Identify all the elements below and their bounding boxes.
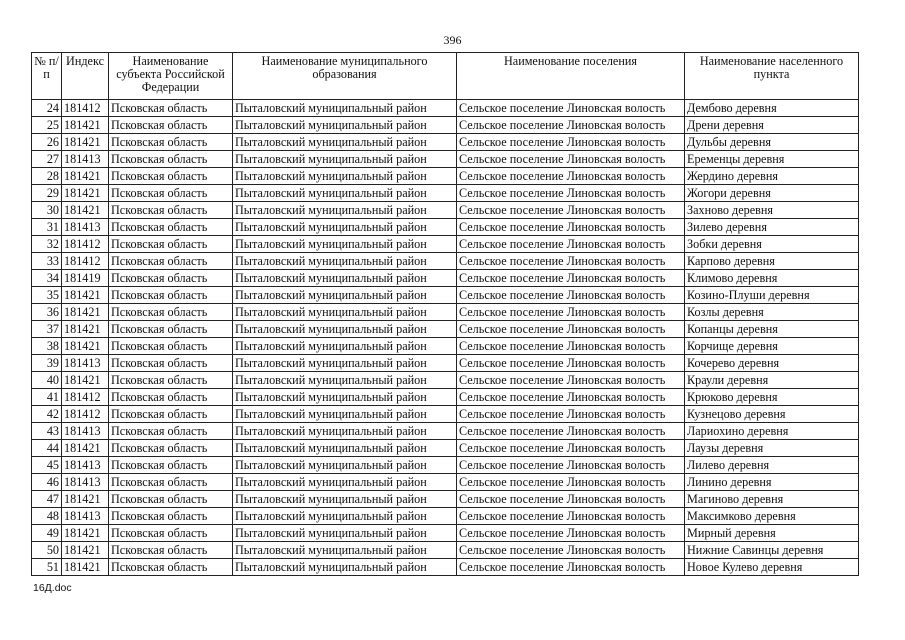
cell-num: 29 xyxy=(32,185,62,202)
table-row xyxy=(32,440,859,457)
cell-settlement: Сельское поселение Линовская волость xyxy=(457,372,685,389)
cell-settlement: Сельское поселение Линовская волость xyxy=(457,389,685,406)
table-row xyxy=(32,559,859,576)
table-row xyxy=(32,542,859,559)
cell-locality: Максимково деревня xyxy=(685,508,859,525)
table-row xyxy=(32,491,859,508)
cell-settlement: Сельское поселение Линовская волость xyxy=(457,559,685,576)
cell-locality: Лариохино деревня xyxy=(685,423,859,440)
cell-locality: Копанцы деревня xyxy=(685,321,859,338)
cell-locality: Козино-Плуши деревня xyxy=(685,287,859,304)
table-row xyxy=(32,287,859,304)
cell-index: 181421 xyxy=(62,338,109,355)
cell-subject: Псковская область xyxy=(109,236,233,253)
cell-num: 39 xyxy=(32,355,62,372)
cell-settlement: Сельское поселение Линовская волость xyxy=(457,542,685,559)
cell-locality: Корчище деревня xyxy=(685,338,859,355)
cell-municipality: Пыталовский муниципальный район xyxy=(233,270,457,287)
cell-num: 41 xyxy=(32,389,62,406)
cell-settlement: Сельское поселение Линовская волость xyxy=(457,219,685,236)
cell-settlement: Сельское поселение Линовская волость xyxy=(457,491,685,508)
cell-settlement: Сельское поселение Линовская волость xyxy=(457,474,685,491)
cell-locality: Дульбы деревня xyxy=(685,134,859,151)
cell-index: 181413 xyxy=(62,151,109,168)
cell-municipality: Пыталовский муниципальный район xyxy=(233,321,457,338)
cell-subject: Псковская область xyxy=(109,321,233,338)
table-row xyxy=(32,270,859,287)
table-row xyxy=(32,100,859,117)
table-row xyxy=(32,185,859,202)
cell-municipality: Пыталовский муниципальный район xyxy=(233,355,457,372)
cell-subject: Псковская область xyxy=(109,559,233,576)
cell-locality: Захново деревня xyxy=(685,202,859,219)
cell-locality: Зилево деревня xyxy=(685,219,859,236)
cell-num: 28 xyxy=(32,168,62,185)
cell-index: 181421 xyxy=(62,542,109,559)
header-num: № п/п xyxy=(32,53,62,100)
cell-locality: Краули деревня xyxy=(685,372,859,389)
table-row xyxy=(32,457,859,474)
cell-settlement: Сельское поселение Линовская волость xyxy=(457,355,685,372)
cell-subject: Псковская область xyxy=(109,372,233,389)
cell-num: 48 xyxy=(32,508,62,525)
cell-settlement: Сельское поселение Линовская волость xyxy=(457,321,685,338)
cell-subject: Псковская область xyxy=(109,525,233,542)
cell-num: 38 xyxy=(32,338,62,355)
cell-num: 45 xyxy=(32,457,62,474)
table-row xyxy=(32,134,859,151)
cell-index: 181413 xyxy=(62,219,109,236)
table-row xyxy=(32,474,859,491)
cell-subject: Псковская область xyxy=(109,304,233,321)
cell-municipality: Пыталовский муниципальный район xyxy=(233,151,457,168)
table-row xyxy=(32,236,859,253)
cell-settlement: Сельское поселение Линовская волость xyxy=(457,304,685,321)
cell-index: 181421 xyxy=(62,321,109,338)
cell-index: 181413 xyxy=(62,457,109,474)
cell-num: 43 xyxy=(32,423,62,440)
cell-locality: Дрени деревня xyxy=(685,117,859,134)
cell-municipality: Пыталовский муниципальный район xyxy=(233,100,457,117)
cell-subject: Псковская область xyxy=(109,355,233,372)
cell-settlement: Сельское поселение Линовская волость xyxy=(457,202,685,219)
cell-settlement: Сельское поселение Линовская волость xyxy=(457,253,685,270)
cell-index: 181412 xyxy=(62,236,109,253)
cell-num: 42 xyxy=(32,406,62,423)
cell-subject: Псковская область xyxy=(109,219,233,236)
cell-locality: Нижние Савинцы деревня xyxy=(685,542,859,559)
cell-index: 181412 xyxy=(62,389,109,406)
cell-num: 25 xyxy=(32,117,62,134)
cell-settlement: Сельское поселение Линовская волость xyxy=(457,287,685,304)
cell-subject: Псковская область xyxy=(109,168,233,185)
cell-subject: Псковская область xyxy=(109,406,233,423)
table-row xyxy=(32,372,859,389)
cell-index: 181413 xyxy=(62,474,109,491)
cell-locality: Лаузы деревня xyxy=(685,440,859,457)
cell-num: 32 xyxy=(32,236,62,253)
cell-settlement: Сельское поселение Линовская волость xyxy=(457,236,685,253)
cell-settlement: Сельское поселение Линовская волость xyxy=(457,338,685,355)
cell-municipality: Пыталовский муниципальный район xyxy=(233,287,457,304)
cell-subject: Псковская область xyxy=(109,508,233,525)
cell-num: 47 xyxy=(32,491,62,508)
table-row xyxy=(32,355,859,372)
cell-municipality: Пыталовский муниципальный район xyxy=(233,202,457,219)
cell-index: 181421 xyxy=(62,304,109,321)
cell-municipality: Пыталовский муниципальный район xyxy=(233,525,457,542)
cell-locality: Линино деревня xyxy=(685,474,859,491)
cell-locality: Новое Кулево деревня xyxy=(685,559,859,576)
cell-num: 27 xyxy=(32,151,62,168)
table-row xyxy=(32,168,859,185)
cell-locality: Карпово деревня xyxy=(685,253,859,270)
table-row xyxy=(32,406,859,423)
cell-index: 181421 xyxy=(62,117,109,134)
table-row xyxy=(32,253,859,270)
cell-subject: Псковская область xyxy=(109,542,233,559)
cell-locality: Климово деревня xyxy=(685,270,859,287)
cell-index: 181421 xyxy=(62,134,109,151)
cell-num: 46 xyxy=(32,474,62,491)
cell-municipality: Пыталовский муниципальный район xyxy=(233,491,457,508)
cell-settlement: Сельское поселение Линовская волость xyxy=(457,151,685,168)
table-body xyxy=(32,100,859,576)
cell-subject: Псковская область xyxy=(109,423,233,440)
cell-num: 30 xyxy=(32,202,62,219)
cell-municipality: Пыталовский муниципальный район xyxy=(233,406,457,423)
cell-municipality: Пыталовский муниципальный район xyxy=(233,389,457,406)
cell-index: 181421 xyxy=(62,559,109,576)
table-row xyxy=(32,338,859,355)
cell-num: 40 xyxy=(32,372,62,389)
cell-num: 51 xyxy=(32,559,62,576)
cell-subject: Псковская область xyxy=(109,253,233,270)
cell-subject: Псковская область xyxy=(109,185,233,202)
cell-locality: Мирный деревня xyxy=(685,525,859,542)
cell-num: 35 xyxy=(32,287,62,304)
cell-index: 181421 xyxy=(62,287,109,304)
cell-settlement: Сельское поселение Линовская волость xyxy=(457,270,685,287)
cell-locality: Лилево деревня xyxy=(685,457,859,474)
cell-settlement: Сельское поселение Линовская волость xyxy=(457,440,685,457)
cell-num: 50 xyxy=(32,542,62,559)
cell-subject: Псковская область xyxy=(109,287,233,304)
cell-index: 181413 xyxy=(62,508,109,525)
page-number: 396 xyxy=(443,33,462,47)
cell-subject: Псковская область xyxy=(109,389,233,406)
cell-index: 181421 xyxy=(62,525,109,542)
header-locality: Наименование населенного пункта xyxy=(685,53,859,100)
cell-index: 181421 xyxy=(62,491,109,508)
cell-locality: Жердино деревня xyxy=(685,168,859,185)
cell-subject: Псковская область xyxy=(109,270,233,287)
cell-municipality: Пыталовский муниципальный район xyxy=(233,134,457,151)
cell-settlement: Сельское поселение Линовская волость xyxy=(457,100,685,117)
cell-municipality: Пыталовский муниципальный район xyxy=(233,219,457,236)
cell-locality: Жогори деревня xyxy=(685,185,859,202)
cell-locality: Козлы деревня xyxy=(685,304,859,321)
cell-subject: Псковская область xyxy=(109,491,233,508)
cell-num: 34 xyxy=(32,270,62,287)
cell-settlement: Сельское поселение Линовская волость xyxy=(457,508,685,525)
cell-municipality: Пыталовский муниципальный район xyxy=(233,304,457,321)
cell-settlement: Сельское поселение Линовская волость xyxy=(457,185,685,202)
table-row xyxy=(32,151,859,168)
cell-settlement: Сельское поселение Линовская волость xyxy=(457,406,685,423)
cell-locality: Кузнецово деревня xyxy=(685,406,859,423)
cell-index: 181413 xyxy=(62,355,109,372)
cell-municipality: Пыталовский муниципальный район xyxy=(233,236,457,253)
table-row xyxy=(32,321,859,338)
cell-index: 181412 xyxy=(62,406,109,423)
cell-index: 181413 xyxy=(62,423,109,440)
header-index: Индекс xyxy=(62,53,109,100)
cell-locality: Зобки деревня xyxy=(685,236,859,253)
cell-locality: Кочерево деревня xyxy=(685,355,859,372)
table-row xyxy=(32,202,859,219)
cell-index: 181419 xyxy=(62,270,109,287)
cell-municipality: Пыталовский муниципальный район xyxy=(233,117,457,134)
cell-index: 181421 xyxy=(62,372,109,389)
cell-settlement: Сельское поселение Линовская волость xyxy=(457,423,685,440)
table-row xyxy=(32,525,859,542)
table-row xyxy=(32,508,859,525)
cell-subject: Псковская область xyxy=(109,457,233,474)
settlements-table xyxy=(31,52,859,576)
cell-municipality: Пыталовский муниципальный район xyxy=(233,474,457,491)
cell-index: 181421 xyxy=(62,168,109,185)
cell-num: 37 xyxy=(32,321,62,338)
cell-locality: Еременцы деревня xyxy=(685,151,859,168)
table-row xyxy=(32,219,859,236)
cell-num: 33 xyxy=(32,253,62,270)
cell-subject: Псковская область xyxy=(109,440,233,457)
cell-num: 44 xyxy=(32,440,62,457)
header-subject: Наименование субъекта Российской Федерации xyxy=(109,53,233,100)
cell-num: 31 xyxy=(32,219,62,236)
table-row xyxy=(32,117,859,134)
table-row xyxy=(32,304,859,321)
cell-settlement: Сельское поселение Линовская волость xyxy=(457,134,685,151)
cell-index: 181421 xyxy=(62,440,109,457)
cell-municipality: Пыталовский муниципальный район xyxy=(233,338,457,355)
cell-locality: Магиново деревня xyxy=(685,491,859,508)
cell-num: 36 xyxy=(32,304,62,321)
table-header-row xyxy=(32,53,859,100)
cell-subject: Псковская область xyxy=(109,100,233,117)
table-row xyxy=(32,423,859,440)
cell-municipality: Пыталовский муниципальный район xyxy=(233,253,457,270)
cell-index: 181421 xyxy=(62,185,109,202)
cell-subject: Псковская область xyxy=(109,474,233,491)
cell-settlement: Сельское поселение Линовская волость xyxy=(457,117,685,134)
file-name-label: 16Д.doc xyxy=(33,582,72,594)
cell-settlement: Сельское поселение Линовская волость xyxy=(457,525,685,542)
cell-subject: Псковская область xyxy=(109,202,233,219)
cell-num: 49 xyxy=(32,525,62,542)
cell-subject: Псковская область xyxy=(109,151,233,168)
cell-index: 181421 xyxy=(62,202,109,219)
cell-municipality: Пыталовский муниципальный район xyxy=(233,559,457,576)
cell-settlement: Сельское поселение Линовская волость xyxy=(457,457,685,474)
cell-subject: Псковская область xyxy=(109,117,233,134)
cell-settlement: Сельское поселение Линовская волость xyxy=(457,168,685,185)
cell-locality: Дембово деревня xyxy=(685,100,859,117)
cell-index: 181412 xyxy=(62,253,109,270)
cell-subject: Псковская область xyxy=(109,338,233,355)
cell-locality: Крюково деревня xyxy=(685,389,859,406)
cell-num: 24 xyxy=(32,100,62,117)
cell-num: 26 xyxy=(32,134,62,151)
cell-municipality: Пыталовский муниципальный район xyxy=(233,542,457,559)
header-settlement: Наименование поселения xyxy=(457,53,685,100)
cell-index: 181412 xyxy=(62,100,109,117)
cell-municipality: Пыталовский муниципальный район xyxy=(233,372,457,389)
cell-municipality: Пыталовский муниципальный район xyxy=(233,440,457,457)
header-municipality: Наименование муниципального образования xyxy=(233,53,457,100)
cell-municipality: Пыталовский муниципальный район xyxy=(233,508,457,525)
cell-subject: Псковская область xyxy=(109,134,233,151)
table-row xyxy=(32,389,859,406)
cell-municipality: Пыталовский муниципальный район xyxy=(233,168,457,185)
cell-municipality: Пыталовский муниципальный район xyxy=(233,423,457,440)
cell-municipality: Пыталовский муниципальный район xyxy=(233,185,457,202)
cell-municipality: Пыталовский муниципальный район xyxy=(233,457,457,474)
